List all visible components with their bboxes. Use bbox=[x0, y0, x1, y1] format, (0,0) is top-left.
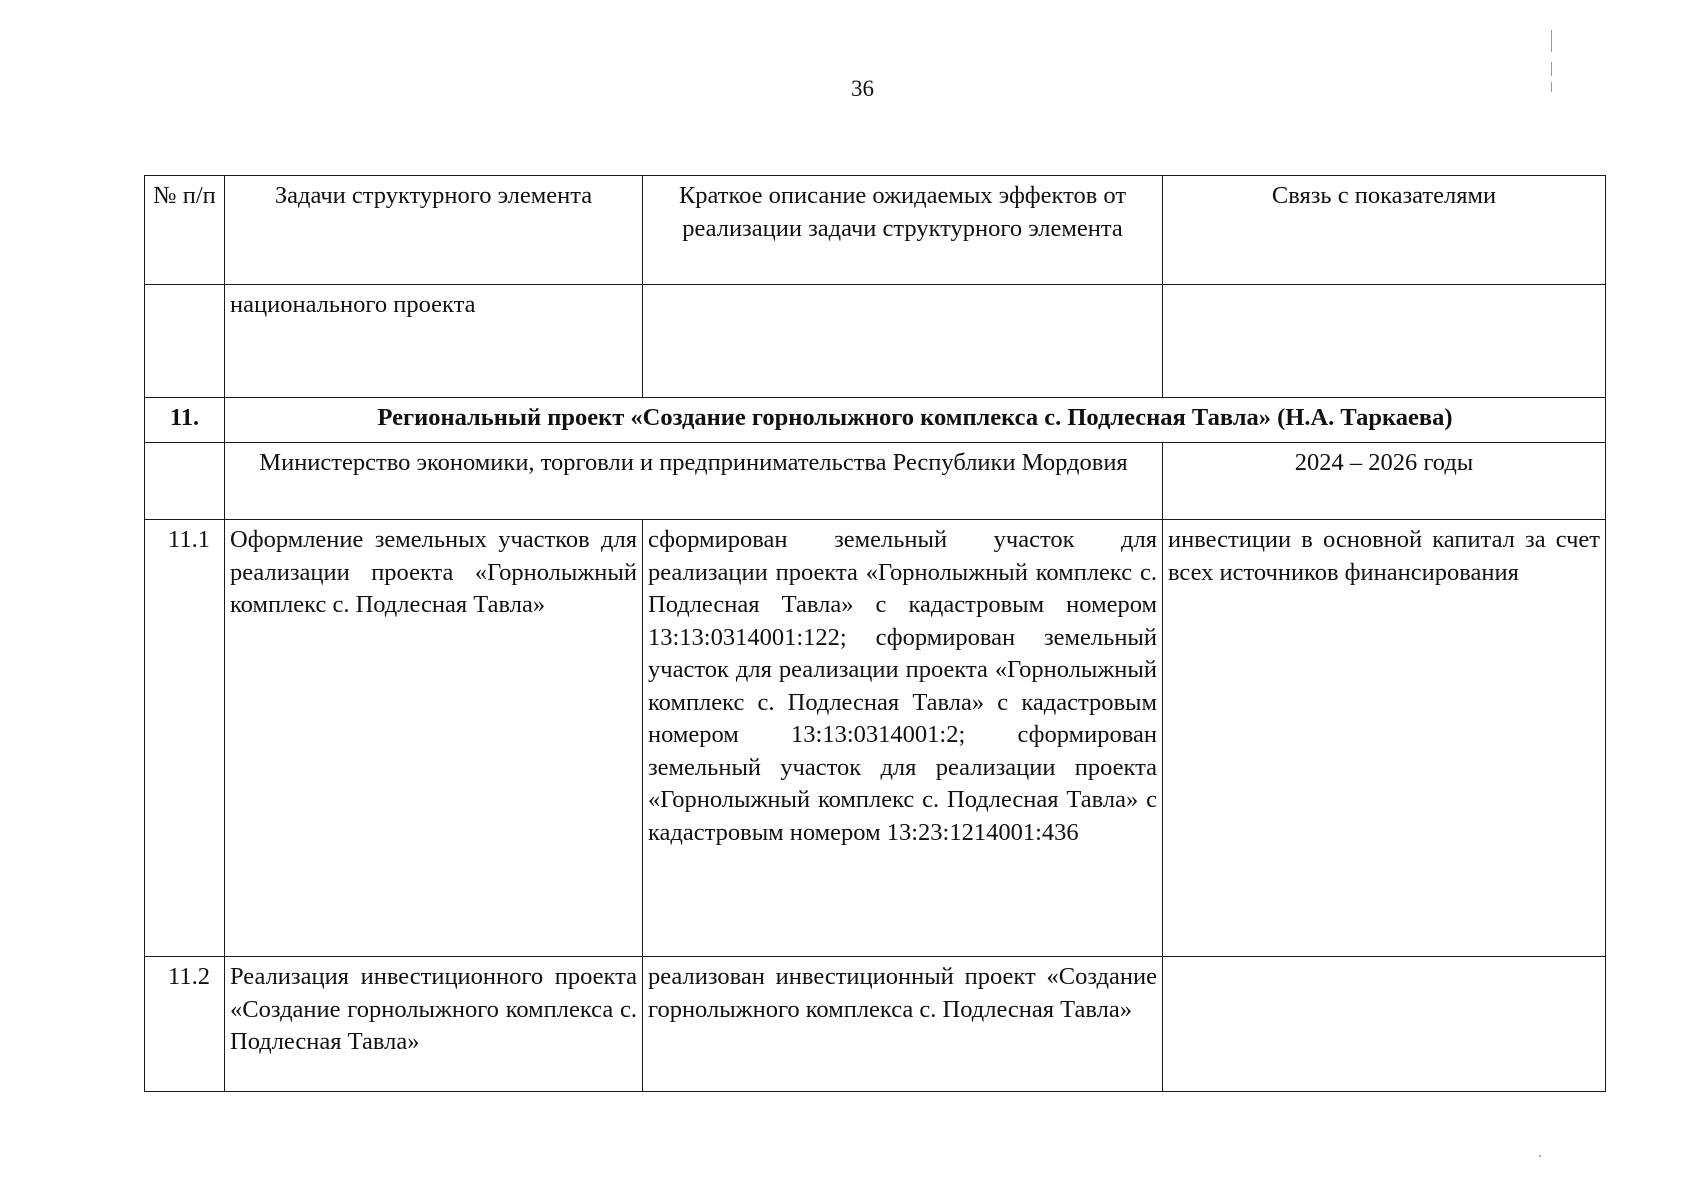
header-tasks: Задачи структурного элемента bbox=[225, 176, 643, 285]
continuation-row bbox=[145, 285, 1606, 398]
header-link: Связь с показателями bbox=[1163, 176, 1606, 285]
continuation-effect bbox=[643, 285, 1163, 398]
scan-artifact-line bbox=[1551, 82, 1552, 92]
row-link bbox=[1163, 957, 1606, 1092]
page-number: 36 bbox=[851, 76, 874, 101]
section-years: 2024 – 2026 годы bbox=[1163, 443, 1606, 520]
continuation-task: национального проекта bbox=[225, 285, 643, 398]
table-row bbox=[145, 957, 1606, 1092]
header-effects: Краткое описание ожидаемых эффектов от реализации задачи структурного элемента bbox=[643, 176, 1163, 285]
row-number: 11.1 bbox=[145, 520, 225, 957]
scan-artifact-dot bbox=[1539, 1155, 1541, 1157]
table-header-row bbox=[145, 176, 1606, 285]
scan-artifact-line bbox=[1551, 30, 1552, 52]
section-title-row bbox=[145, 398, 1606, 443]
structural-elements-table bbox=[144, 175, 1606, 1092]
table-row bbox=[145, 520, 1606, 957]
continuation-link bbox=[1163, 285, 1606, 398]
owner-num bbox=[145, 443, 225, 520]
row-task: Оформление земельных участков для реализации проекта «Горнолыжный комплекс с. Подлесная Тавла» bbox=[225, 520, 643, 957]
section-owner-row bbox=[145, 443, 1606, 520]
section-title: Региональный проект «Создание горнолыжного комплекса с. Подлесная Тавла» (Н.А. Таркаева) bbox=[225, 398, 1606, 443]
section-ministry: Министерство экономики, торговли и предпринимательства Республики Мордовия bbox=[225, 443, 1163, 520]
row-link: инвестиции в основной капитал за счет всех источников финансирования bbox=[1163, 520, 1606, 957]
row-number: 11.2 bbox=[145, 957, 225, 1092]
section-number: 11. bbox=[145, 398, 225, 443]
scan-artifact-line bbox=[1551, 62, 1552, 76]
row-effect: реализован инвестиционный проект «Создание горнолыжного комплекса с. Подлесная Тавла» bbox=[643, 957, 1163, 1092]
row-task: Реализация инвестиционного проекта «Создание горнолыжного комплекса с. Подлесная Тавла» bbox=[225, 957, 643, 1092]
continuation-num bbox=[145, 285, 225, 398]
header-num: № п/п bbox=[145, 176, 225, 285]
row-effect: сформирован земельный участок для реализации проекта «Горнолыжный комплекс с. Подлесная Тавла» с кадастровым номером 13:13:0314001:122; сформирован земельный участок для реализации проекта «Горнолыжный комплекс с. Подлесная Тавла» с кадастровым номером 13:13:0314001:2; сформирован земельный участок для реализации проекта «Горнолыжный комплекс с. Подлесная Тавла» с кадастровым номером 13:23:1214001:436 bbox=[643, 520, 1163, 957]
